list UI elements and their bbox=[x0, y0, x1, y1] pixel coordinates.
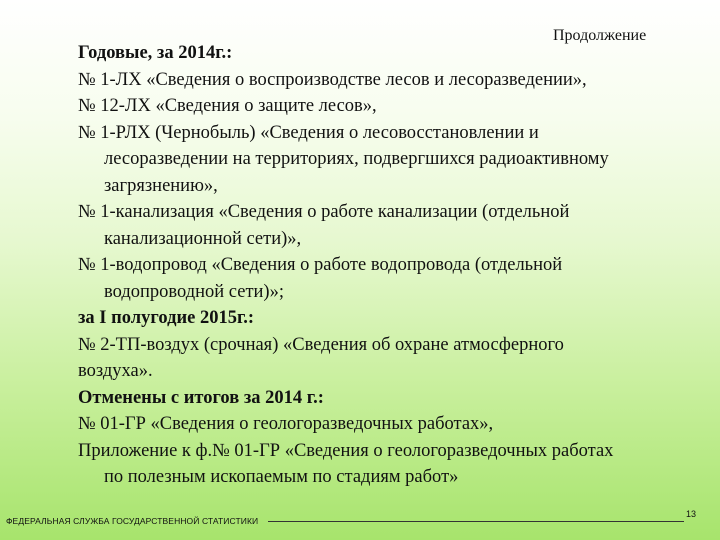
form-item-1-lh: № 1-ЛХ «Сведения о воспроизводстве лесов и лесоразведении», bbox=[78, 69, 587, 90]
form-item-2tp-air-line-1: № 2-ТП-воздух (срочная) «Сведения об охране атмосферного bbox=[78, 334, 564, 355]
form-item-01-gr: № 01-ГР «Сведения о геологоразведочных работах», bbox=[78, 414, 494, 434]
half-year-heading: за I полугодие 2015г.: bbox=[78, 308, 255, 328]
form-item-sewerage-line-2: канализационной сети)», bbox=[104, 228, 302, 249]
continuation-label: Продолжение bbox=[553, 27, 647, 44]
form-item-1-rlh-line-2: лесоразведении на территориях, подвергшихся радиоактивному bbox=[104, 149, 609, 169]
slide-body bbox=[78, 40, 678, 491]
form-appendix-01-gr-line-2: по полезным ископаемым по стадиям работ» bbox=[104, 467, 459, 487]
page-number: 13 bbox=[685, 509, 696, 519]
cancelled-heading: Отменены с итогов за 2014 г.: bbox=[78, 387, 324, 408]
footer bbox=[6, 516, 694, 526]
form-appendix-01-gr-line-1: Приложение к ф.№ 01-ГР «Сведения о геологоразведочных работах bbox=[78, 440, 614, 461]
form-item-1-rlh-line-1: № 1-РЛХ (Чернобыль) «Сведения о лесовосстановлении и bbox=[78, 122, 539, 143]
form-item-water-supply-line-1: № 1-водопровод «Сведения о работе водопровода (отдельной bbox=[78, 255, 563, 275]
form-item-1-rlh-line-3: загрязнению», bbox=[104, 175, 218, 196]
annual-heading: Годовые, за 2014г.: bbox=[78, 43, 233, 63]
form-item-water-supply-line-2: водопроводной сети)»; bbox=[104, 281, 284, 302]
footer-divider bbox=[268, 521, 684, 522]
form-item-2tp-air-line-2: воздуха». bbox=[78, 361, 153, 381]
form-item-sewerage-line-1: № 1-канализация «Сведения о работе канализации (отдельной bbox=[78, 202, 570, 222]
form-item-12-lh: № 12-ЛХ «Сведения о защите лесов», bbox=[78, 96, 377, 116]
footer-organization: ФЕДЕРАЛЬНАЯ СЛУЖБА ГОСУДАРСТВЕННОЙ СТАТИСТИКИ bbox=[6, 516, 259, 526]
